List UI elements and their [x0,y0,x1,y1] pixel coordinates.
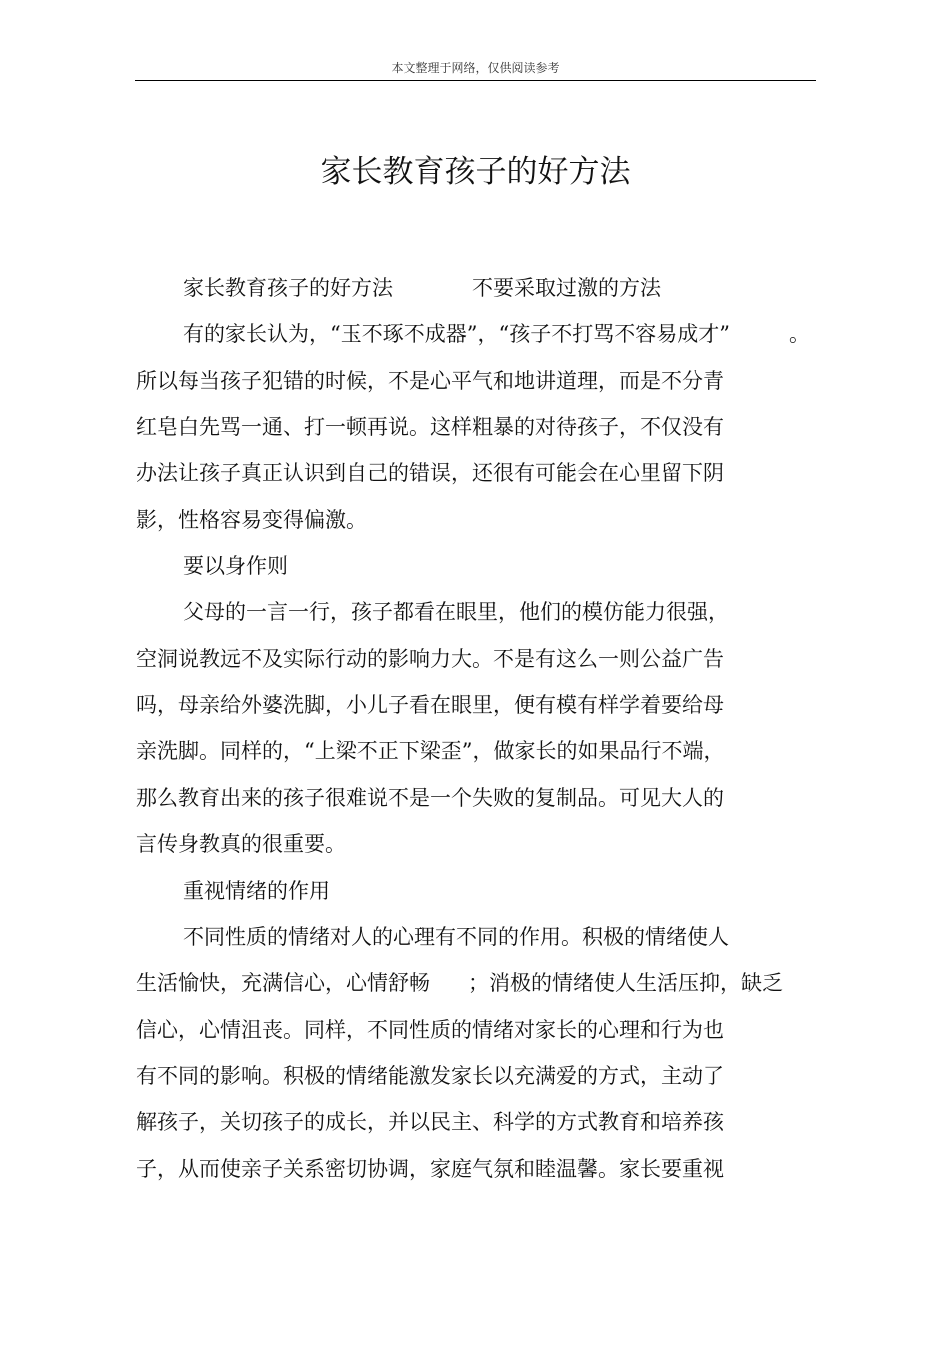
paragraph-line: 亲洗脚。同样的，“上梁不正下梁歪”，做家长的如果品行不端， [136,739,725,763]
paragraph-line: 父母的一言一行，孩子都看在眼里，他们的模仿能力很强， [183,600,729,624]
page-header-note: 本文整理于网络，仅供阅读参考 [391,61,560,75]
paragraph-line: 言传身教真的很重要。 [136,832,346,856]
paragraph-line: 空洞说教远不及实际行动的影响力大。不是有这么一则公益广告 [136,647,724,671]
paragraph-line: 信心，心情沮丧。同样，不同性质的情绪对家长的心理和行为也 [136,1018,724,1042]
header-divider [135,80,816,81]
paragraph-line: 吗，母亲给外婆洗脚，小儿子看在眼里，便有模有样学着要给母 [136,693,724,717]
paragraph-line: 有的家长认为，“玉不琢不成器”，“孩子不打骂不容易成才” [183,322,730,346]
paragraph-line: 影，性格容易变得偏激。 [136,508,367,532]
paragraph-line: 。 [789,322,810,346]
paragraph-line: 生活愉快，充满信心，心情舒畅 [136,971,430,995]
paragraph-line: 所以每当孩子犯错的时候，不是心平气和地讲道理，而是不分青 [136,369,724,393]
section-heading-line: 家长教育孩子的好方法 [183,276,393,300]
paragraph-line: 子，从而使亲子关系密切协调，家庭气氛和睦温馨。家长要重视 [136,1157,724,1181]
paragraph-line: 不同性质的情绪对人的心理有不同的作用。积极的情绪使人 [183,925,729,949]
document-title: 家长教育孩子的好方法 [320,154,631,190]
section-heading: 重视情绪的作用 [183,879,330,903]
paragraph-line: 解孩子，关切孩子的成长，并以民主、科学的方式教育和培养孩 [136,1110,724,1134]
paragraph-line: 红皂白先骂一通、打一顿再说。这样粗暴的对待孩子，不仅没有 [136,415,724,439]
paragraph-line: 有不同的影响。积极的情绪能激发家长以充满爱的方式，主动了 [136,1064,724,1088]
section-heading-line: 不要采取过激的方法 [472,276,661,300]
paragraph-line: 那么教育出来的孩子很难说不是一个失败的复制品。可见大人的 [136,786,724,810]
section-heading: 要以身作则 [183,554,288,578]
paragraph-line: 办法让孩子真正认识到自己的错误，还很有可能会在心里留下阴 [136,461,724,485]
paragraph-line: ；消极的情绪使人生活压抑，缺乏 [468,971,783,995]
